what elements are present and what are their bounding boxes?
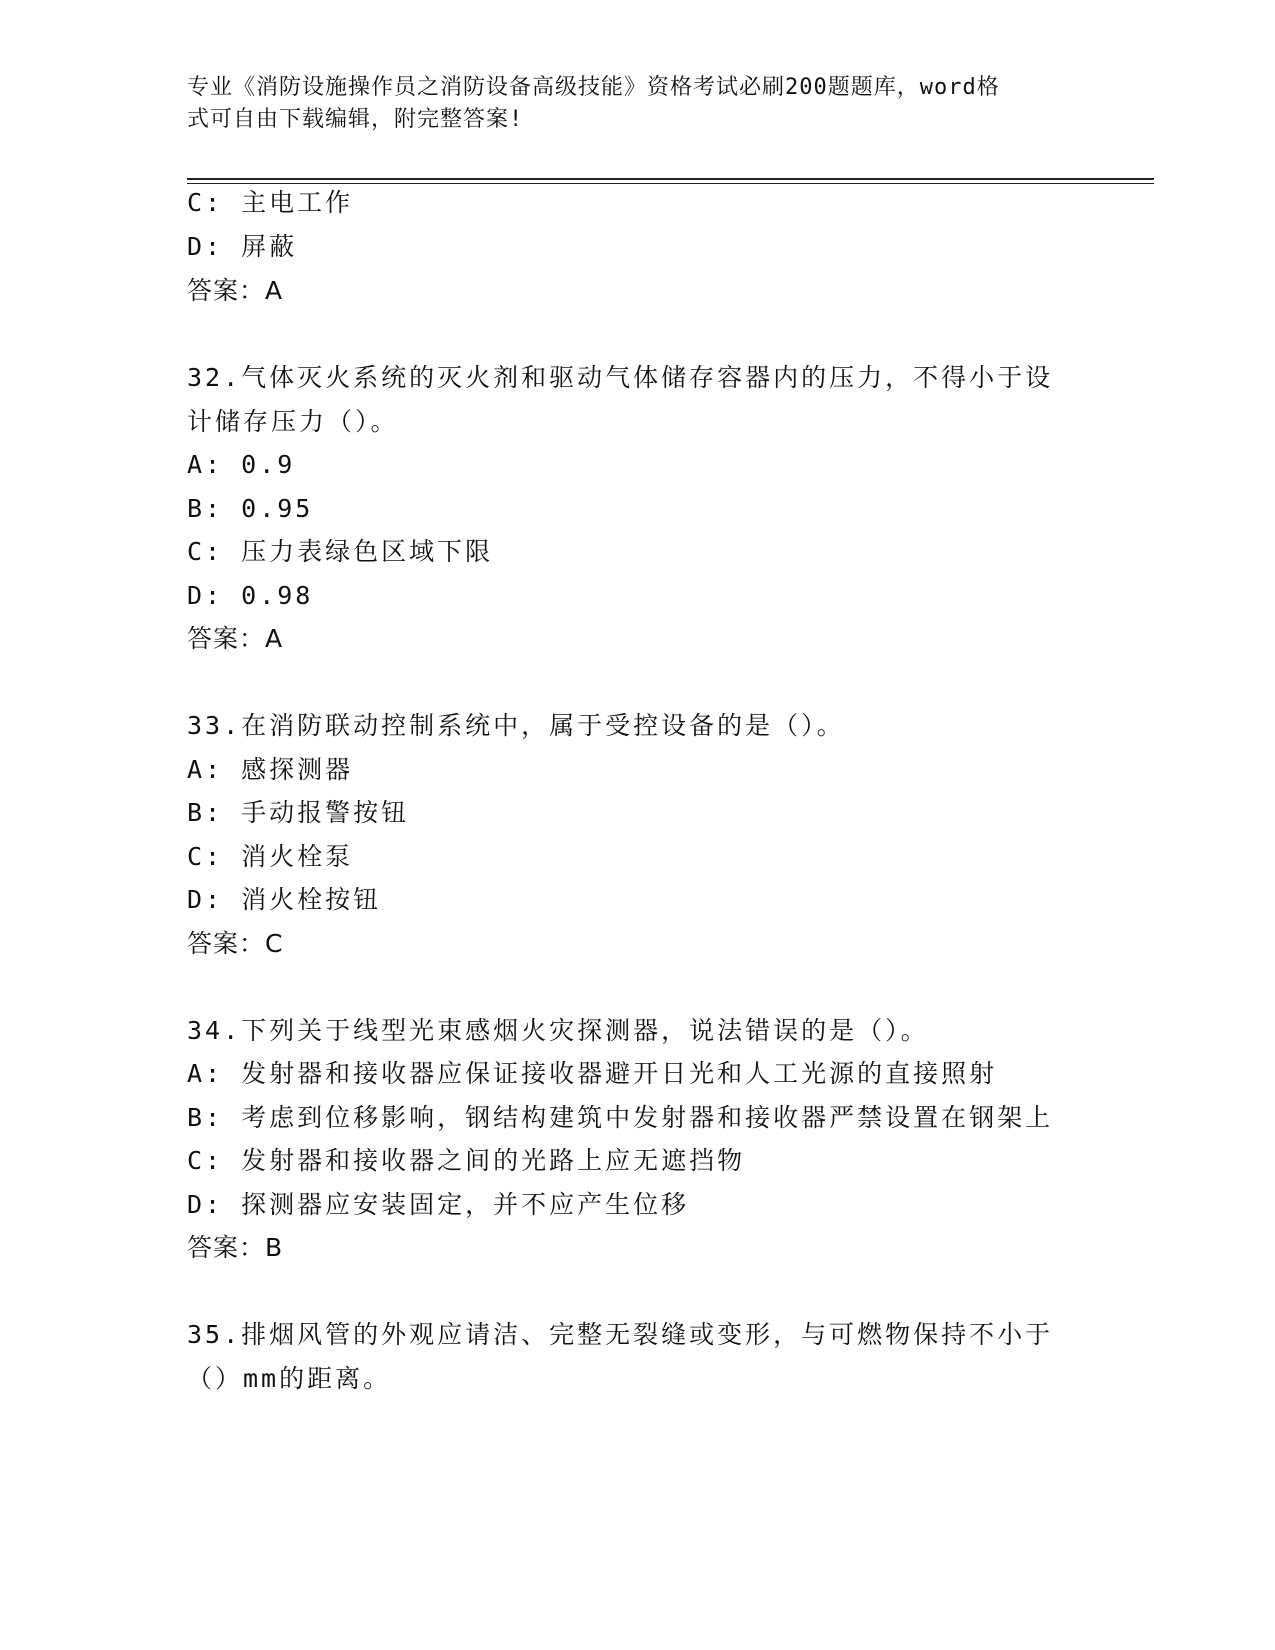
q34-option-d: D: 探测器应安装固定，并不应产生位移 — [187, 1190, 690, 1219]
q35-stem-line-2: （）mm的距离。 — [187, 1364, 392, 1393]
q33-stem-line-1: 33.在消防联动控制系统中，属于受控设备的是（）。 — [187, 711, 845, 740]
q32-stem-line-2: 计储存压力（）。 — [187, 407, 399, 436]
q34-answer: 答案：B — [187, 1233, 284, 1262]
header-divider-thin — [187, 183, 1154, 184]
q34-option-a: A: 发射器和接收器应保证接收器避开日光和人工光源的直接照射 — [187, 1059, 998, 1088]
q32-answer: 答案：A — [187, 624, 284, 653]
q31-answer: 答案：A — [187, 276, 284, 305]
q33-option-a: A: 感探测器 — [187, 755, 354, 784]
q32-option-b: B: 0.95 — [187, 494, 314, 523]
q34-option-b: B: 考虑到位移影响，钢结构建筑中发射器和接收器严禁设置在钢架上 — [187, 1103, 1054, 1132]
q34-option-c: C: 发射器和接收器之间的光路上应无遮挡物 — [187, 1146, 746, 1175]
q33-option-d: D: 消火栓按钮 — [187, 885, 382, 914]
document-header — [187, 72, 1067, 136]
q34-stem-line-1: 34.下列关于线型光束感烟火灾探测器，说法错误的是（）。 — [187, 1016, 929, 1045]
q31-option-c: C: 主电工作 — [187, 188, 354, 217]
q33-answer: 答案：C — [187, 929, 284, 958]
q32-stem-line-1: 32.气体灭火系统的灭火剂和驱动气体储存容器内的压力，不得小于设 — [187, 363, 1054, 392]
q32-option-d: D: 0.98 — [187, 581, 314, 610]
q32-option-c: C: 压力表绿色区域下限 — [187, 537, 494, 566]
header-line-2: 式可自由下载编辑，附完整答案! — [187, 107, 524, 132]
q33-option-c: C: 消火栓泵 — [187, 842, 354, 871]
q33-option-b: B: 手动报警按钮 — [187, 798, 410, 827]
q32-option-a: A: 0.9 — [187, 450, 296, 479]
q35-stem-line-1: 35.排烟风管的外观应请洁、完整无裂缝或变形，与可燃物保持不小于 — [187, 1320, 1054, 1349]
header-line-1: 专业《消防设施操作员之消防设备高级技能》资格考试必刷200题题库，word格 — [187, 75, 1000, 100]
header-divider-thick — [187, 178, 1154, 180]
q31-option-d: D: 屏蔽 — [187, 232, 298, 261]
